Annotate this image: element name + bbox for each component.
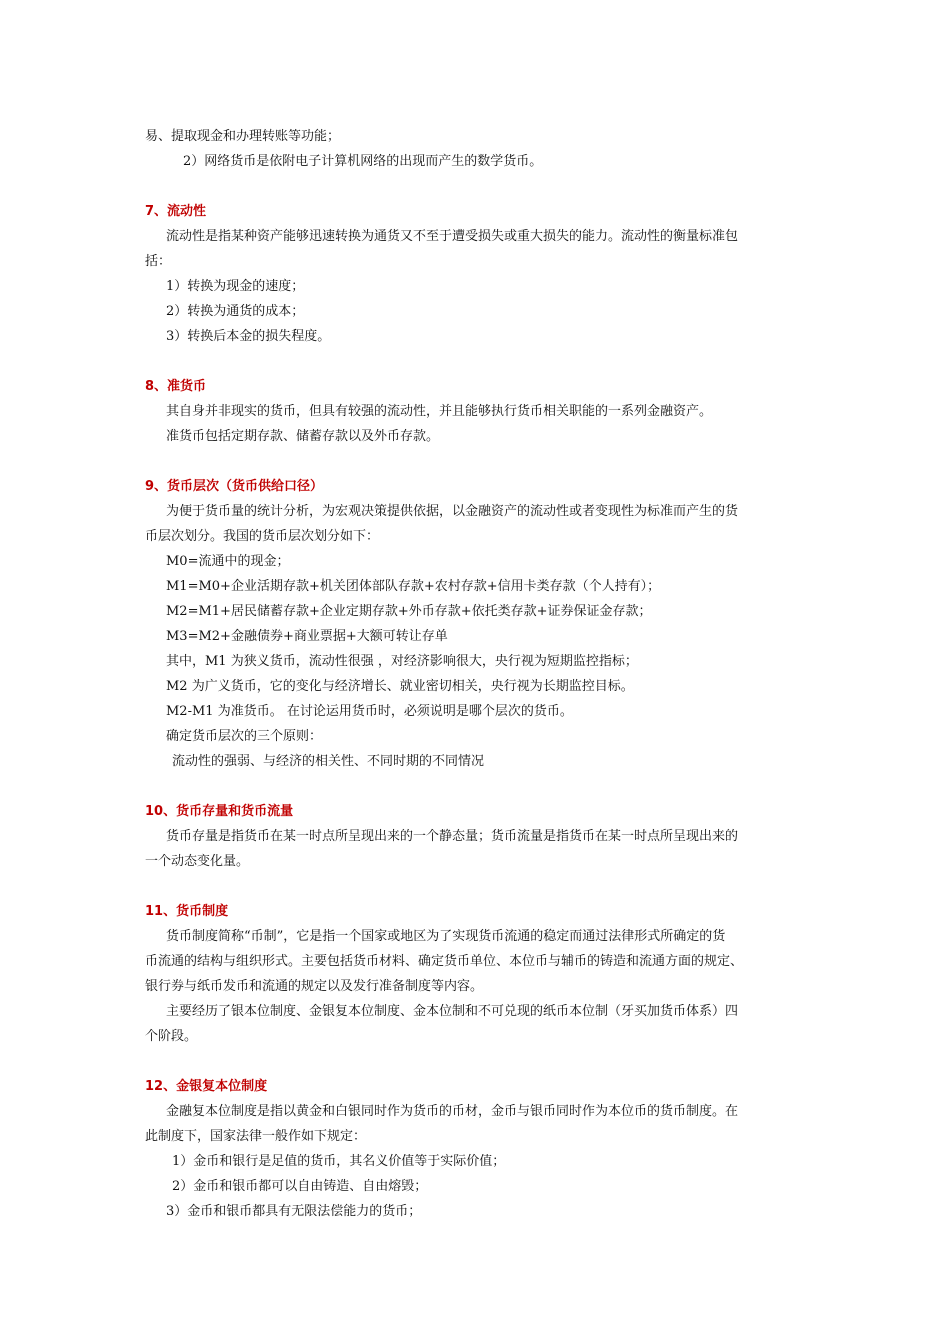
section-12-heading: 12、金银复本位制度 xyxy=(145,1079,268,1094)
section-7-para-line-1: 流动性是指某种资产能够迅速转换为通货又不至于遭受损失或重大损失的能力。流动性的衡量标准包 xyxy=(166,229,739,244)
section-11-para2-line-1: 主要经历了银本位制度、金银复本位制度、金本位制和不可兑现的纸币本位制（牙买加货币体系）四 xyxy=(166,1004,739,1019)
section-12-item-3: 3）金币和银币都具有无限法偿能力的货币； xyxy=(166,1204,422,1219)
section-12-item-2: 2）金币和银币都可以自由铸造、自由熔毁； xyxy=(172,1179,428,1194)
section-10-para-line-1: 货币存量是指货币在某一时点所呈现出来的一个静态量；货币流量是指货币在某一时点所呈现出来的 xyxy=(166,829,739,844)
section-8-para-1: 其自身并非现实的货币，但具有较强的流动性，并且能够执行货币相关职能的一系列金融资产。 xyxy=(166,404,713,419)
section-11-para-line-3: 银行券与纸币发币和流通的规定以及发行准备制度等内容。 xyxy=(145,979,484,994)
section-7-item-3: 3）转换后本金的损失程度。 xyxy=(166,329,331,344)
section-9-m3: M3=M2+金融债券+商业票据+大额可转让存单 xyxy=(166,629,448,644)
section-7-para-line-2: 括： xyxy=(145,254,172,269)
section-8-heading: 8、准货币 xyxy=(145,379,207,394)
intro-line-1: 易、提取现金和办理转账等功能； xyxy=(145,129,341,144)
section-11-para-line-2: 币流通的结构与组织形式。主要包括货币材料、确定货币单位、本位币与辅币的铸造和流通方面的规定、 xyxy=(145,954,744,969)
section-9-para-line-1: 为便于货币量的统计分析，为宏观决策提供依据，以金融资产的流动性或者变现性为标准而产生的货 xyxy=(166,504,739,519)
section-10-para-line-2: 一个动态变化量。 xyxy=(145,854,250,869)
section-9-m0: M0=流通中的现金； xyxy=(166,554,290,569)
section-12-para-line-1: 金融复本位制度是指以黄金和白银同时作为货币的币材，金币与银币同时作为本位币的货币制度。在 xyxy=(166,1104,739,1119)
section-8-para-2: 准货币包括定期存款、储蓄存款以及外币存款。 xyxy=(166,429,440,444)
section-9-note-5: 流动性的强弱、与经济的相关性、不同时期的不同情况 xyxy=(172,754,485,769)
section-9-heading: 9、货币层次（货币供给口径） xyxy=(145,479,324,494)
section-9-m1: M1=M0+企业活期存款+机关团体部队存款+农村存款+信用卡类存款（个人持有）； xyxy=(166,579,661,594)
section-9-note-1: 其中，M1 为狭义货币，流动性很强 ，对经济影响很大，央行视为短期监控指标； xyxy=(166,654,638,669)
section-9-m2: M2=M1+居民储蓄存款+企业定期存款+外币存款+依托类存款+证券保证金存款； xyxy=(166,604,652,619)
section-7-item-2: 2）转换为通货的成本； xyxy=(166,304,305,319)
section-11-heading: 11、货币制度 xyxy=(145,904,229,919)
section-9-note-4: 确定货币层次的三个原则： xyxy=(166,729,323,744)
intro-line-2: 2）网络货币是依附电子计算机网络的出现而产生的数学货币。 xyxy=(183,154,543,169)
section-11-para2-line-2: 个阶段。 xyxy=(145,1029,198,1044)
section-9-note-2: M2 为广义货币，它的变化与经济增长、就业密切相关，央行视为长期监控目标。 xyxy=(166,679,634,694)
section-12-para-line-2: 此制度下，国家法律一般作如下规定： xyxy=(145,1129,367,1144)
section-10-heading: 10、货币存量和货币流量 xyxy=(145,804,294,819)
section-7-heading: 7、流动性 xyxy=(145,204,207,219)
section-11-para-line-1: 货币制度简称“币制”，它是指一个国家或地区为了实现货币流通的稳定而通过法律形式所确定的货 xyxy=(166,929,726,944)
section-7-item-1: 1）转换为现金的速度； xyxy=(166,279,305,294)
section-9-para-line-2: 币层次划分。我国的货币层次划分如下： xyxy=(145,529,380,544)
section-9-note-3: M2-M1 为准货币。 在讨论运用货币时，必须说明是哪个层次的货币。 xyxy=(166,704,573,719)
section-12-item-1: 1）金币和银行是足值的货币，其名义价值等于实际价值； xyxy=(172,1154,506,1169)
